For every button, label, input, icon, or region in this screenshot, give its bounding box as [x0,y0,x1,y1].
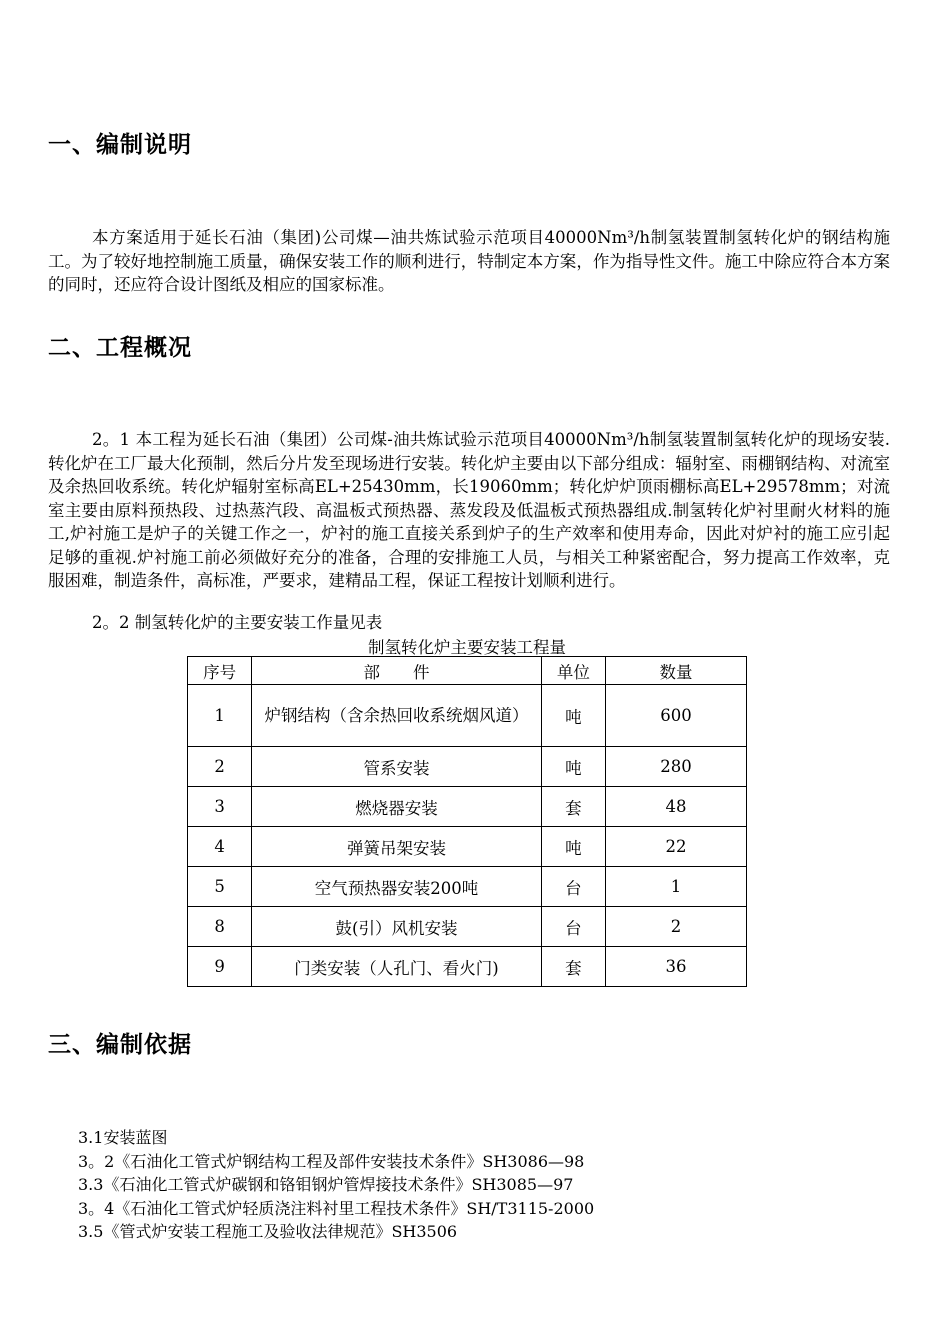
cell-quantity: 2 [605,907,746,947]
table-row [188,827,747,867]
table-row [188,787,747,827]
reference-item: 3.1安装蓝图 [78,1128,168,1147]
cell-unit: 台 [541,867,605,907]
cell-quantity: 1 [605,867,746,907]
cell-no: 3 [188,787,252,827]
cell-no: 4 [188,827,252,867]
header-cell-no: 序号 [188,657,252,685]
cell-no: 8 [188,907,252,947]
cell-part: 弹簧吊架安装 [252,827,541,867]
header-cell-quantity: 数量 [605,657,746,685]
cell-quantity: 22 [605,827,746,867]
section-1-paragraph: 本方案适用于延长石油（集团)公司煤—油共炼试验示范项目40000Nm³/h制氢装置制氢转化炉的钢结构施工。为了较好地控制施工质量，确保安装工作的顺利进行，特制定本方案，作为指导性文件。施工中除应符合本方案的同时，还应符合设计图纸及相应的国家标准。 [48,228,890,294]
cell-part: 炉钢结构（含余热回收系统烟风道） [252,685,541,747]
cell-no: 5 [188,867,252,907]
cell-part: 门类安装（人孔门、看火门) [252,947,541,987]
cell-no: 9 [188,947,252,987]
table-row [188,685,747,747]
cell-quantity: 600 [605,685,746,747]
cell-no: 2 [188,747,252,787]
cell-unit: 吨 [541,747,605,787]
table-row [188,947,747,987]
cell-part: 管系安装 [252,747,541,787]
cell-quantity: 36 [605,947,746,987]
cell-part: 空气预热器安装200吨 [252,867,541,907]
table-row [188,867,747,907]
cell-part: 燃烧器安装 [252,787,541,827]
reference-item: 3。4《石油化工管式炉轻质浇注料衬里工程技术条件》SH/T3115-2000 [78,1198,595,1218]
cell-quantity: 280 [605,747,746,787]
section-heading-1: 一、编制说明 [48,132,192,158]
reference-list [78,1126,594,1244]
cell-part: 鼓(引）风机安装 [252,907,541,947]
header-cell-part: 部 件 [252,657,541,685]
section-heading-3: 三、编制依据 [48,1032,192,1058]
cell-unit: 吨 [541,827,605,867]
reference-item: 3.5《管式炉安装工程施工及验收法律规范》SH3506 [78,1222,458,1241]
header-cell-unit: 单位 [541,657,605,685]
table-row [188,907,747,947]
section-2-paragraph-1: 2。1 本工程为延长石油（集团）公司煤-油共炼试验示范项目40000Nm³/h制氢装置制氢转化炉的现场安装.转化炉在工厂最大化预制，然后分片发至现场进行安装。转化炉主要由以下部分组成：辐射室、雨棚钢结构、对流室及余热回收系统。转化炉辐射室标高EL+25430mm，长19060mm；转化炉炉顶雨棚标高EL+29578mm；对流室主要由原料预热段、过热蒸汽段、高温板式预热器、蒸发段及低温板式预热器组成.制氢转化炉衬里耐火材料的施工,炉衬施工是炉子的关键工作之一，炉衬的施工直接关系到炉子的生产效率和使用寿命，因此对炉衬的施工应引起足够的重视.炉衬施工前必须做好充分的准备，合理的安排施工人员，与相关工种紧密配合，努力提高工作效率，克服困难，制造条件，高标准，严要求，建精品工程，保证工程按计划顺利进行。 [48,430,890,590]
reference-item: 3.3《石油化工管式炉碳钢和铬钼钢炉管焊接技术条件》SH3085—97 [78,1175,574,1194]
table-header-row [188,657,747,685]
reference-item: 3。2《石油化工管式炉钢结构工程及部件安装技术条件》SH3086—98 [78,1151,585,1171]
installation-quantity-table [187,656,747,987]
cell-no: 1 [188,685,252,747]
section-heading-2: 二、工程概况 [48,335,192,361]
table-caption: 制氢转化炉主要安装工程量 [368,638,566,657]
table-row [188,747,747,787]
cell-unit: 套 [541,787,605,827]
cell-unit: 套 [541,947,605,987]
cell-unit: 吨 [541,685,605,747]
cell-unit: 台 [541,907,605,947]
section-2-paragraph-2: 2。2 制氢转化炉的主要安装工作量见表 [92,613,383,632]
cell-quantity: 48 [605,787,746,827]
